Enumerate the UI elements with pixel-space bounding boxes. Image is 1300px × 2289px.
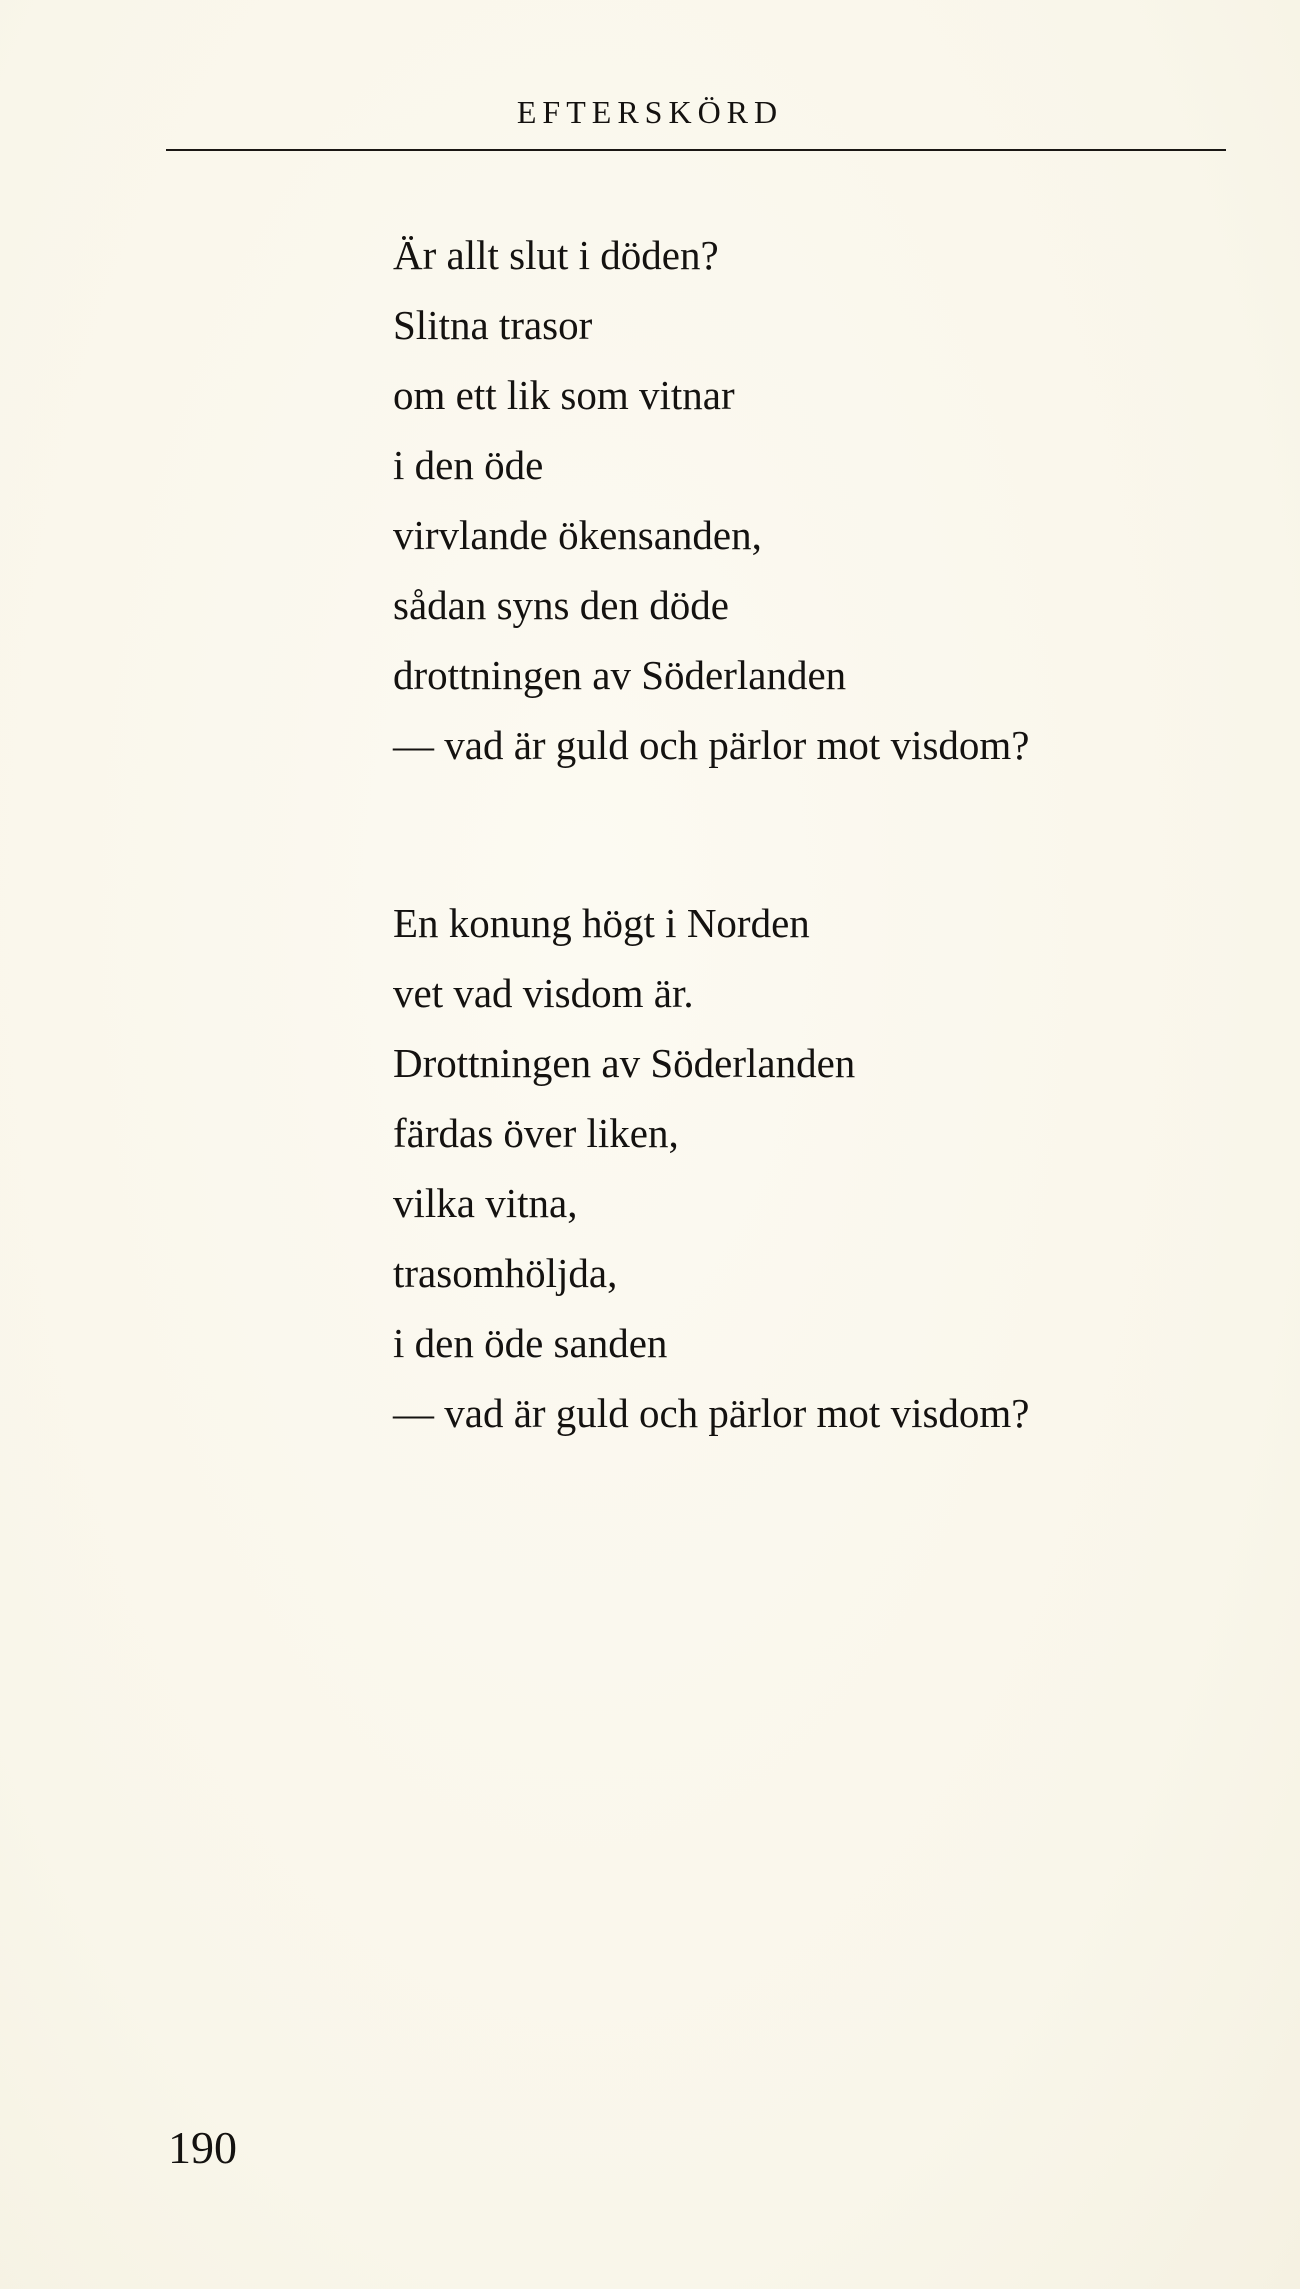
poem-line: i den öde (393, 442, 544, 488)
stanza-1 (393, 220, 1030, 780)
page-number: 190 (168, 2122, 237, 2173)
poem-line: Slitna trasor (393, 302, 593, 348)
stanza-2 (393, 888, 1030, 1448)
poem-line: trasomhöljda, (393, 1250, 618, 1296)
poem (393, 220, 1030, 1448)
poem-line: — vad är guld och pärlor mot visdom? (393, 722, 1030, 768)
header-rule (166, 149, 1226, 151)
poem-line: vilka vitna, (393, 1180, 578, 1226)
poem-line: — vad är guld och pärlor mot visdom? (393, 1390, 1030, 1436)
poem-line: vet vad visdom är. (393, 970, 694, 1016)
poem-line: virvlande ökensanden, (393, 512, 762, 558)
poem-line: Drottningen av Söderlanden (393, 1040, 856, 1086)
poem-line: En konung högt i Norden (393, 900, 810, 946)
running-head: EFTERSKÖRD (516, 94, 784, 130)
poem-line: Är allt slut i döden? (393, 232, 719, 278)
poem-line: drottningen av Söderlanden (393, 652, 847, 698)
poem-line: i den öde sanden (393, 1320, 668, 1366)
poem-line: sådan syns den döde (393, 582, 729, 628)
poem-line: om ett lik som vitnar (393, 372, 735, 418)
poem-line: färdas över liken, (393, 1110, 679, 1156)
